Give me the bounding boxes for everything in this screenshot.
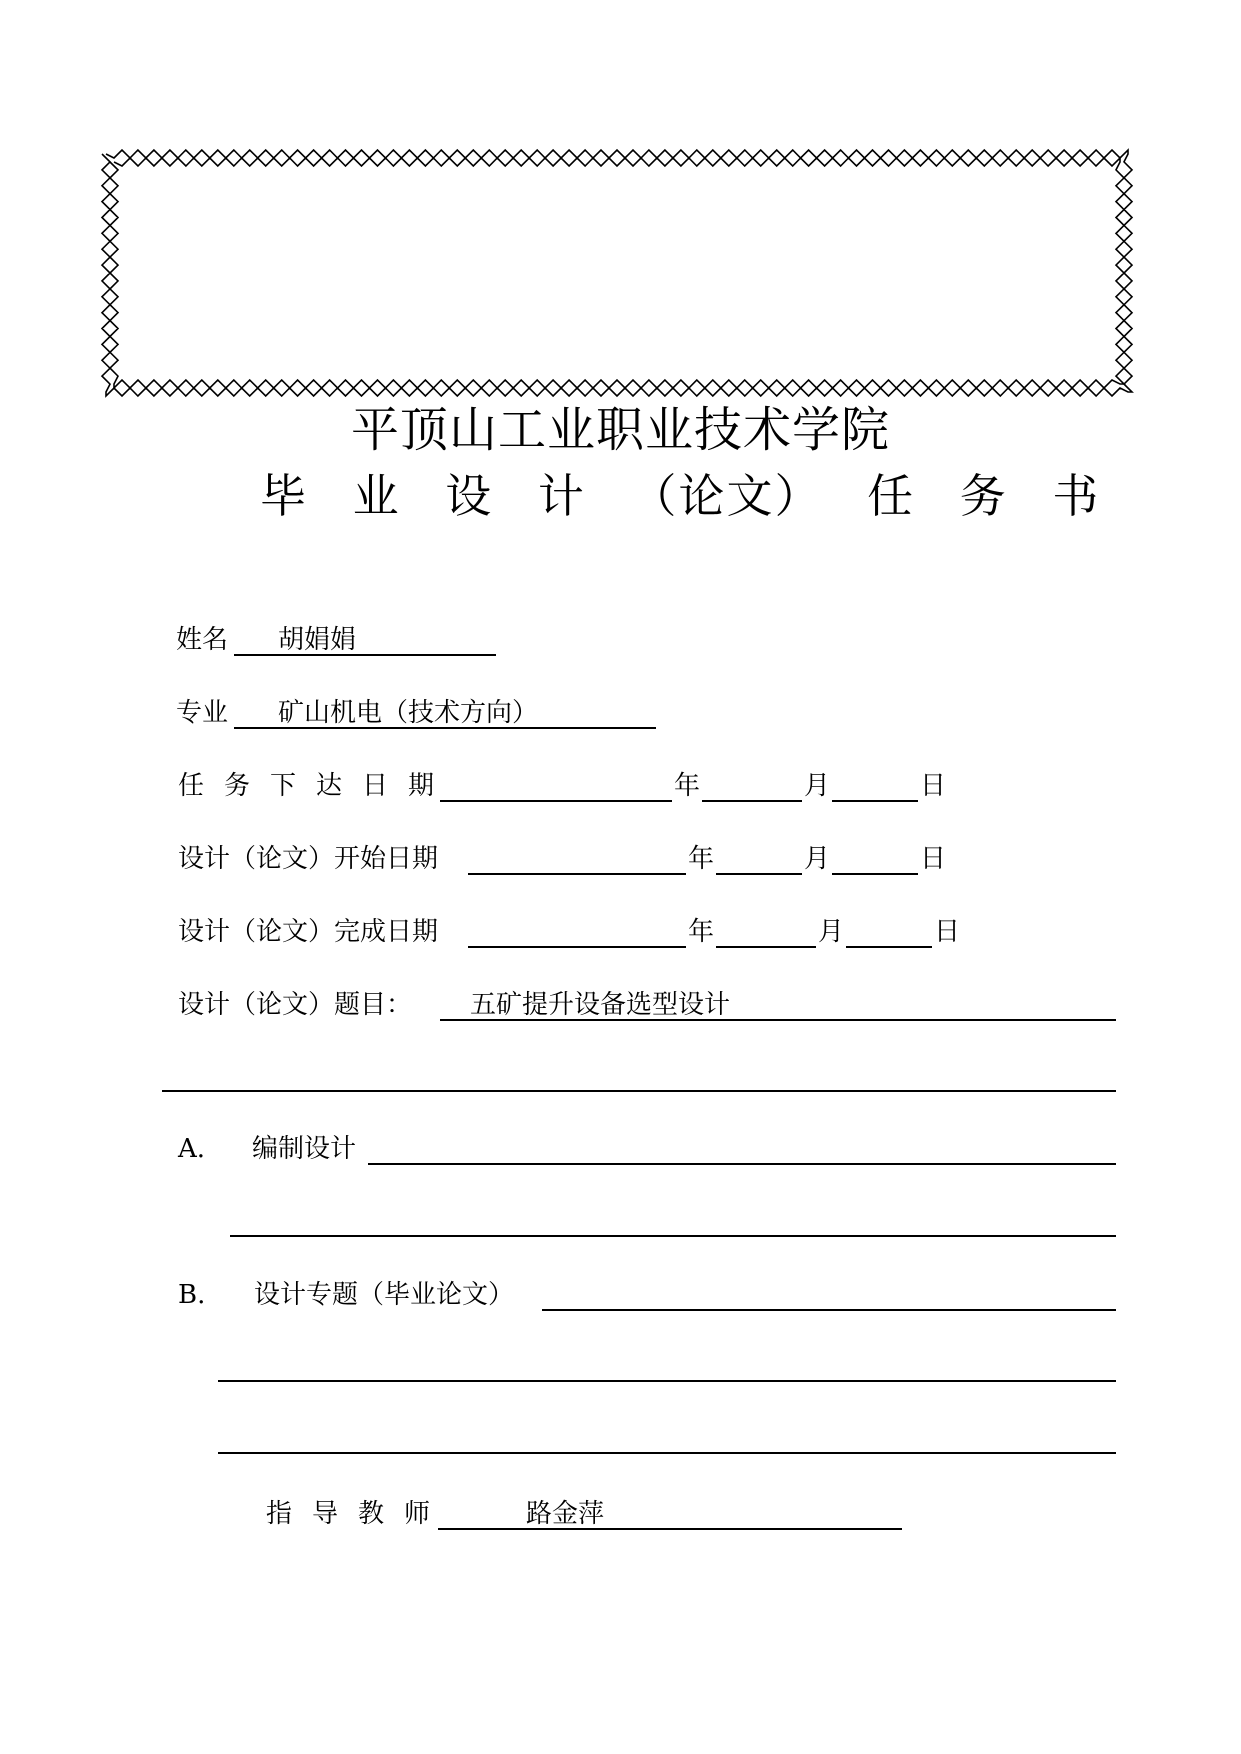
section-b-marker: B. <box>178 1280 206 1310</box>
document-title: 毕 业 设 计 （论文） 任 务 书 <box>260 469 1101 523</box>
finish-date-label: 设计（论文）完成日期 <box>178 917 439 947</box>
issue-date-year-unit: 年 <box>674 771 701 801</box>
section-a-line-1 <box>368 1163 1116 1165</box>
section-b-label: 设计专题（毕业论文） <box>254 1280 515 1310</box>
decorative-frame <box>100 148 1134 398</box>
frame-zigzag-border <box>102 150 1132 396</box>
issue-date-label: 任务下达日期 <box>178 771 455 801</box>
major-value: 矿山机电（技术方向） <box>278 698 539 728</box>
section-a-label: 编制设计 <box>252 1134 357 1164</box>
start-date-label: 设计（论文）开始日期 <box>178 844 439 874</box>
start-date-day-line <box>832 873 918 875</box>
issue-date-month-line <box>702 800 802 802</box>
name-underline <box>234 654 496 656</box>
finish-date-year-line <box>468 946 686 948</box>
topic-value: 五矿提升设备选型设计 <box>470 990 731 1020</box>
section-b-line-3 <box>218 1452 1116 1454</box>
finish-date-day-line <box>846 946 932 948</box>
name-value: 胡娟娟 <box>278 625 357 655</box>
advisor-underline <box>438 1528 902 1530</box>
topic-underline <box>440 1019 1116 1021</box>
topic-label: 设计（论文）题目： <box>178 990 413 1020</box>
issue-date-day-unit: 日 <box>920 771 947 801</box>
section-b-line-1 <box>542 1309 1116 1311</box>
school-name: 平顶山工业职业技术学院 <box>350 402 890 458</box>
major-underline <box>234 727 656 729</box>
finish-date-month-line <box>716 946 816 948</box>
major-label: 专业 <box>176 698 229 728</box>
section-b-line-2 <box>218 1380 1116 1382</box>
start-date-month-unit: 月 <box>804 844 831 874</box>
issue-date-day-line <box>832 800 918 802</box>
advisor-value: 路金萍 <box>526 1499 605 1529</box>
section-a-line-2 <box>230 1235 1116 1237</box>
issue-date-month-unit: 月 <box>804 771 831 801</box>
finish-date-day-unit: 日 <box>934 917 961 947</box>
issue-date-year-line <box>440 800 672 802</box>
frame-zigzag-border <box>110 158 1124 388</box>
start-date-month-line <box>716 873 802 875</box>
start-date-year-unit: 年 <box>688 844 715 874</box>
advisor-label: 指导教师 <box>266 1499 451 1529</box>
topic-continuation-line <box>162 1090 1116 1092</box>
finish-date-year-unit: 年 <box>688 917 715 947</box>
start-date-day-unit: 日 <box>920 844 947 874</box>
section-a-marker: A. <box>178 1134 206 1164</box>
name-label: 姓名 <box>176 625 229 655</box>
finish-date-month-unit: 月 <box>818 917 845 947</box>
start-date-year-line <box>468 873 686 875</box>
